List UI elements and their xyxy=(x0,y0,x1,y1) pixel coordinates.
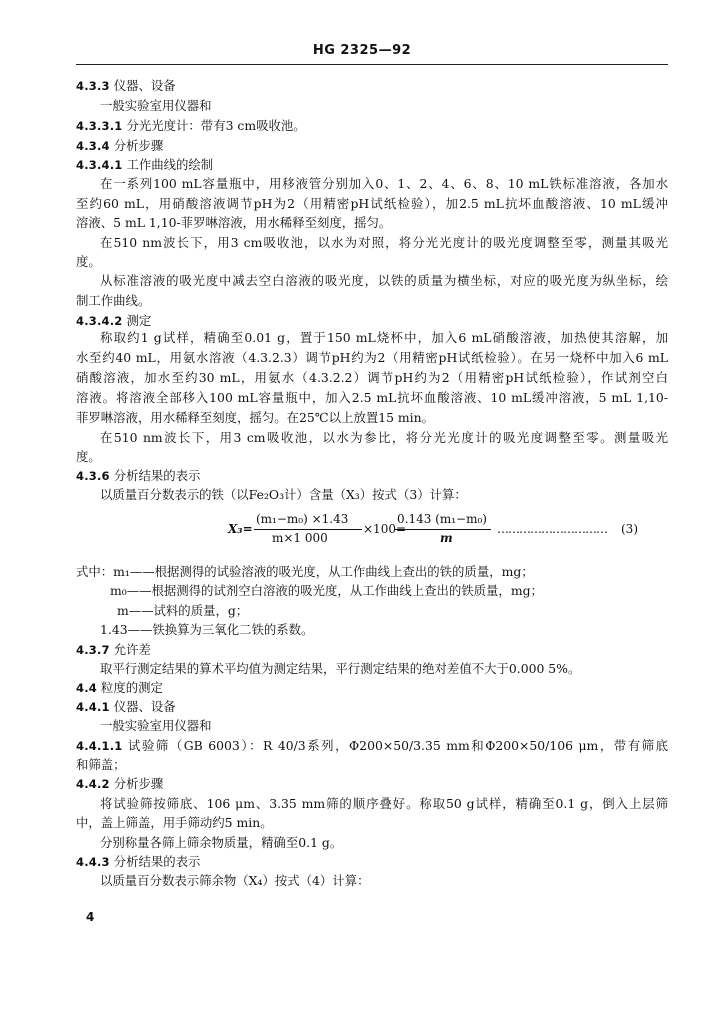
formula-numerator-1: (m₁−m₀) ×1.43 xyxy=(256,512,349,526)
line-text: 在510 nm波长下，用3 cm吸收池，以水为对照，将分光光度计的吸光度调整至零，测量其吸光 xyxy=(100,235,668,250)
line-text: 硝酸溶液，加水至约30 mL，用氨水（4.3.2.2）调节pH约为2（用精密pH试纸检验），作试剂空白 xyxy=(76,370,668,385)
paragraph-line xyxy=(76,350,668,366)
paragraph-line xyxy=(76,390,668,406)
line-text: 将试验筛按筛底、106 μm、3.35 mm筛的顺序叠好。称取50 g试样，精确至0.1 g，倒入上层筛 xyxy=(100,796,668,811)
heading-text: 仪器、设备 xyxy=(109,78,176,93)
paragraph-line xyxy=(100,661,580,677)
heading-text: 分光光度计：带有3 cm吸收池。 xyxy=(122,118,306,133)
line-text: 菲罗啉溶液，用水稀释至刻度，摇匀。在25℃以上放置15 min。 xyxy=(76,410,435,425)
clause-number: 4.3.4 xyxy=(76,139,110,153)
clause-number: 4.3.3.1 xyxy=(76,119,123,133)
section-heading xyxy=(76,313,151,329)
paragraph-line xyxy=(100,176,668,192)
line-text: 称取约1 g试样，精确至0.01 g，置于150 mL烧杯中，加入6 mL硝酸溶液，加热使其溶解，加 xyxy=(100,330,668,345)
paragraph-line xyxy=(76,449,101,465)
line-text: 在一系列100 mL容量瓶中，用移液管分别加入0、1、2、4、6、8、10 mL铁标准溶液，各加水 xyxy=(100,176,668,191)
section-heading xyxy=(76,776,163,792)
line-text: 溶液、5 mL 1,10-菲罗啉溶液，用水稀释至刻度，摇匀。 xyxy=(76,215,392,230)
paragraph-line xyxy=(100,796,668,812)
paragraph-line xyxy=(76,254,101,270)
formula-denominator-2: m xyxy=(440,531,453,545)
formula-times-100: ×100= xyxy=(363,522,407,536)
paragraph-line xyxy=(76,757,126,773)
section-heading xyxy=(76,118,306,134)
heading-text: 分析步骤 xyxy=(109,776,164,791)
line-text: 在510 nm波长下，用3 cm吸收池，以水为参比，将分光光度计的吸光度调整至零。测量吸光 xyxy=(100,430,668,445)
paragraph-line xyxy=(100,235,668,251)
paragraph-line xyxy=(100,330,668,346)
clause-number: 4.3.6 xyxy=(76,469,110,483)
heading-text: 分析步骤 xyxy=(109,138,164,153)
formula-lhs: X₃= xyxy=(228,522,253,536)
clause-number: 4.4.1 xyxy=(76,700,110,714)
section-heading xyxy=(76,78,176,94)
section-heading xyxy=(76,738,668,754)
paragraph-line xyxy=(100,273,668,289)
header-rule xyxy=(76,64,668,65)
standard-number-header: HG 2325—92 xyxy=(312,43,412,58)
line-text: 一般实验室用仪器和 xyxy=(100,718,212,733)
formula-denominator-1: m×1 000 xyxy=(272,531,328,545)
paragraph-line xyxy=(76,410,434,426)
line-text: 水至约40 mL，用氨水溶液（4.3.2.3）调节pH约为2（用精密pH试纸检验）。在另一烧杯中加入6 mL xyxy=(76,350,668,365)
variable-definition: 1.43——铁换算为三氧化二铁的系数。 xyxy=(100,622,314,637)
heading-text: 允许差 xyxy=(109,642,151,657)
clause-number: 4.4.2 xyxy=(76,777,110,791)
section-heading xyxy=(76,854,200,870)
clause-number: 4.3.4.1 xyxy=(76,158,123,172)
heading-text: 分析结果的表示 xyxy=(109,468,201,483)
fraction-bar-1 xyxy=(254,529,362,530)
line-text: 和筛盖； xyxy=(76,757,126,772)
page-number: 4 xyxy=(86,910,95,924)
clause-number: 4.3.7 xyxy=(76,643,110,657)
paragraph-line xyxy=(76,293,150,309)
heading-text: 试验筛（GB 6003）：R 40/3系列，Φ200×50/3.35 mm和Φ200×50/106 μm，带有筛底 xyxy=(122,738,668,753)
variable-definition: m₀——根据测得的试剂空白溶液的吸光度，从工作曲线上查出的铁质量，mg； xyxy=(110,583,543,598)
line-text: 制工作曲线。 xyxy=(76,293,151,308)
heading-text: 仪器、设备 xyxy=(109,699,176,714)
section-heading xyxy=(76,680,163,696)
heading-text: 工作曲线的绘制 xyxy=(122,157,214,172)
formula-equation-number: (3) xyxy=(621,522,638,536)
formula-leader-dots: ………………………… xyxy=(497,522,607,536)
line-text: 取平行测定结果的算术平均值为测定结果，平行测定结果的绝对差值不大于0.000 5%。 xyxy=(100,661,581,676)
paragraph-line xyxy=(76,215,391,231)
section-heading xyxy=(76,642,151,658)
heading-text: 粒度的测定 xyxy=(96,680,163,695)
paragraph-line xyxy=(100,98,212,114)
line-text: 一般实验室用仪器和 xyxy=(100,98,212,113)
clause-number: 4.4 xyxy=(76,681,97,695)
heading-text: 测定 xyxy=(122,313,152,328)
fraction-bar-2 xyxy=(395,529,491,530)
clause-number: 4.4.3 xyxy=(76,855,110,869)
line-text: 以质量百分数表示筛余物（X₄）按式（4）计算： xyxy=(100,873,370,888)
section-heading xyxy=(76,157,213,173)
paragraph-line xyxy=(76,196,668,212)
paragraph-line xyxy=(100,487,467,503)
clause-number: 4.3.3 xyxy=(76,79,110,93)
clause-number: 4.4.1.1 xyxy=(76,739,123,753)
line-text: 中，盖上筛盖，用手筛动约5 min。 xyxy=(76,815,273,830)
formula-numerator-2: 0.143 (m₁−m₀) xyxy=(397,512,487,526)
section-heading xyxy=(76,468,200,484)
line-text: 从标准溶液的吸光度中减去空白溶液的吸光度，以铁的质量为横坐标，对应的吸光度为纵坐标，绘 xyxy=(100,273,668,288)
variable-definition: 式中：m₁——根据测得的试验溶液的吸光度，从工作曲线上查出的铁的质量，mg； xyxy=(76,564,534,579)
line-text: 度。 xyxy=(76,254,101,269)
section-heading xyxy=(76,138,163,154)
line-text: 度。 xyxy=(76,449,101,464)
paragraph-line xyxy=(76,370,668,386)
paragraph-line xyxy=(100,873,369,889)
paragraph-line xyxy=(100,430,668,446)
clause-number: 4.3.4.2 xyxy=(76,314,123,328)
line-text: 至约60 mL，用硝酸溶液调节pH为2（用精密pH试纸检验），加2.5 mL抗坏血酸溶液、10 mL缓冲 xyxy=(76,196,668,211)
line-text: 分别称量各筛上筛余物质量，精确至0.1 g。 xyxy=(100,835,343,850)
variable-definition: m——试料的质量，g； xyxy=(117,603,249,618)
line-text: 以质量百分数表示的铁（以Fe₂O₃计）含量（X₃）按式（3）计算： xyxy=(100,487,467,502)
heading-text: 分析结果的表示 xyxy=(109,854,201,869)
line-text: 溶液。将溶液全部移入100 mL容量瓶中，加入2.5 mL抗坏血酸溶液、10 mL缓冲溶液，5 mL 1,10- xyxy=(76,390,668,405)
paragraph-line xyxy=(100,718,212,734)
section-heading xyxy=(76,699,176,715)
paragraph-line xyxy=(100,835,342,851)
paragraph-line xyxy=(76,815,273,831)
